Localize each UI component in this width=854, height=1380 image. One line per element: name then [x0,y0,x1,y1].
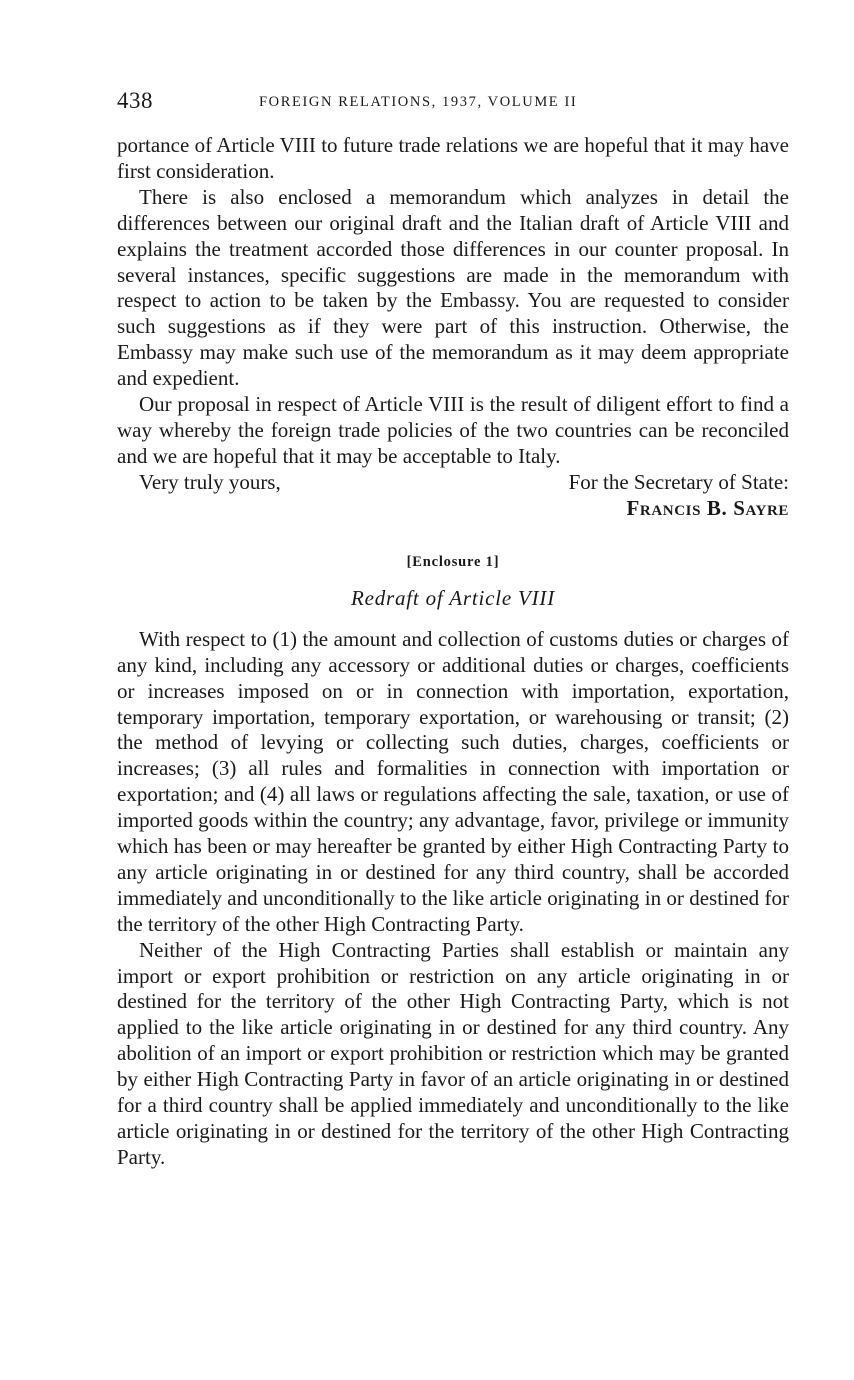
paragraph-continuation: portance of Article VIII to future trade relations we are hopeful that it may have first consideration. [117,133,789,183]
running-head: FOREIGN RELATIONS, 1937, VOLUME II [259,94,578,110]
closing-salutation: Very truly yours, [139,469,281,494]
enclosure-paragraph-1: With respect to (1) the amount and collection of customs duties or charges of any kind, including any accessory or additional duties or charges, coefficients or increases imposed on or in connection with importation, exportation, temporary importation, temporary exportation, or warehousing or transit; (2) the method of levying or collecting such duties, charges, coefficients or increases; (3) all rules and formalities in connection with importation or exportation; and (4) all laws or regulations affecting the sale, taxation, or use of imported goods within the country; any advantage, favor, privilege or immunity which has been or may hereafter be granted by either High Contracting Party to any article originating in or destined for any third country, shall be accorded immediately and unconditionally to the like article originating in or destined for the territory of the other High Contracting Party. [117,626,789,936]
closing-for-line: For the Secretary of State: [568,469,789,494]
page-header [117,88,789,118]
enclosure-label: [Enclosure 1] [406,553,500,570]
paragraph-proposal: Our proposal in respect of Article VIII is the result of diligent effort to find a way whereby the foreign trade policies of the two countries can be reconciled and we are hopeful that it may be acceptable to Italy. [117,392,789,468]
body-text [117,133,789,1171]
closing-signature: Francis B. Sayre [626,495,789,520]
page-number: 438 [117,88,153,113]
letter-closing [117,470,789,522]
section-title: Redraft of Article VIII [350,585,556,610]
enclosure-paragraph-2: Neither of the High Contracting Parties shall establish or maintain any import or export prohibition or restriction on any article originating in or destined for the territory of the other High Contracting Party, which is not applied to the like article originating in or destined for any third country. Any abolition of an import or export prohibition or restriction which may be granted by either High Contracting Party in favor of an article originating in or destined for a third country shall be applied immediately and unconditionally to the like article originating in or destined for the territory of the other High Contracting Party. [117,937,789,1169]
paragraph-memorandum: There is also enclosed a memorandum which analyzes in detail the differences between our original draft and the Italian draft of Article VIII and explains the treatment accorded those differences in our counter proposal. In several instances, specific suggestions are made in the memorandum with respect to action to be taken by the Embassy. You are requested to consider such suggestions as if they were part of this instruction. Otherwise, the Embassy may make such use of the memorandum as it may deem appropriate and expedient. [117,184,789,391]
